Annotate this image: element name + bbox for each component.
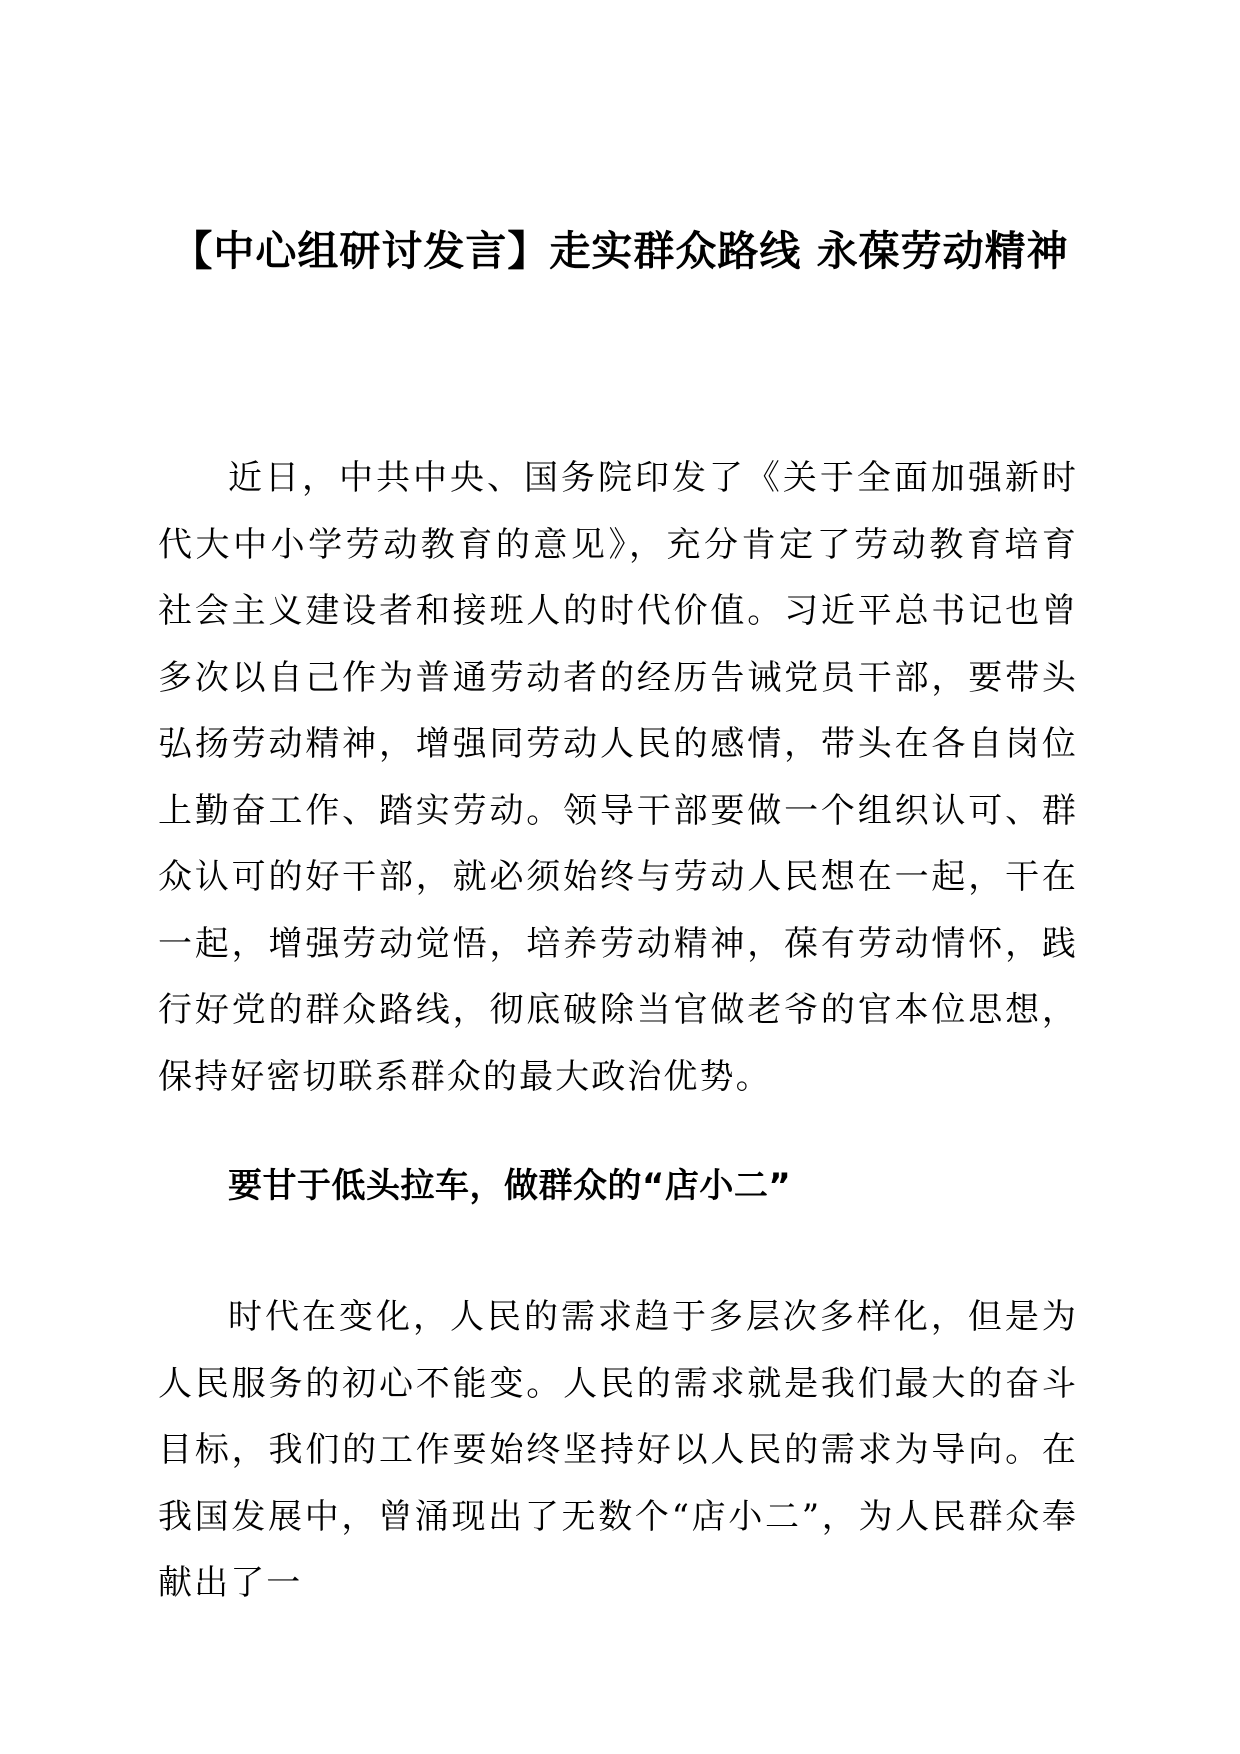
body-paragraph: 时代在变化，人民的需求趋于多层次多样化，但是为人民服务的初心不能变。人民的需求就是我们最大的奋斗目标，我们的工作要始终坚持好以人民的需求为导向。在我国发展中，曾涌现出了无数个“店小二”，为人民群众奉献出了一 <box>158 1297 1078 1603</box>
body-paragraph: 近日，中共中央、国务院印发了《关于全面加强新时代大中小学劳动教育的意见》，充分肯定了劳动教育培育社会主义建设者和接班人的时代价值。习近平总书记也曾多次以自己作为普通劳动者的经历告诫党员干部，要带头弘扬劳动精神，增强同劳动人民的感情，带头在各自岗位上勤奋工作、踏实劳动。领导干部要做一个组织认可、群众认可的好干部，就必须始终与劳动人民想在一起，干在一起，增强劳动觉悟，培养劳动精神，葆有劳动情怀，践行好党的群众路线，彻底破除当官做老爷的官本位思想，保持好密切联系群众的最大政治优势。 <box>158 458 1078 1097</box>
document-title: 【中心组研讨发言】走实群众路线 永葆劳动精神 <box>171 227 1069 275</box>
section-heading: 要甘于低头拉车，做群众的“店小二” <box>228 1166 792 1206</box>
